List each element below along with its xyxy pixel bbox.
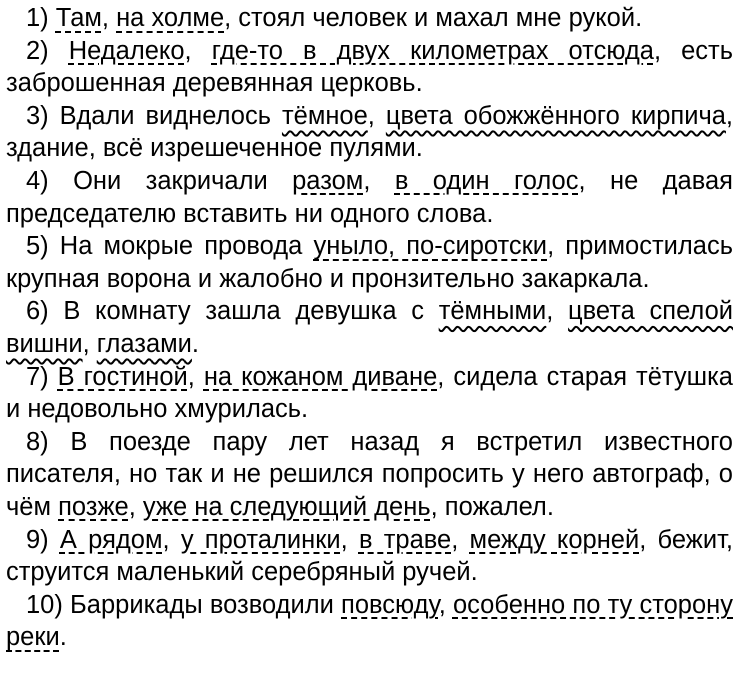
dashed-underline-segment: на кожаном диване <box>203 362 438 391</box>
sentence-1 <box>6 2 733 35</box>
text-segment: , пожалел. <box>430 492 554 521</box>
dashed-underline-segment: где-то в двух километрах отсюда <box>211 36 654 65</box>
text-segment: 5) На мокрые провода <box>26 232 314 261</box>
text-segment: 2) <box>26 36 69 65</box>
dashed-underline-segment: уже на следующий день <box>142 492 431 521</box>
dashed-underline-segment: уныло, по-сиротски <box>313 232 548 261</box>
dashed-underline-segment: Там <box>55 4 102 32</box>
text-segment: , <box>101 4 117 32</box>
dashed-underline-segment: Недалеко <box>68 36 185 65</box>
text-segment: 7) <box>26 362 58 391</box>
sentence-5 <box>6 230 733 295</box>
text-segment: , <box>363 166 395 195</box>
dashed-underline-segment: в один голос <box>394 166 579 195</box>
sentence-3 <box>6 100 733 165</box>
text-segment: , <box>340 525 359 554</box>
dashed-underline-segment: у проталинки <box>180 525 341 554</box>
wavy-underline-segment: глазами <box>96 329 192 358</box>
text-segment: 10) Баррикады возводили <box>26 590 342 619</box>
dashed-underline-segment: разом <box>292 166 364 195</box>
text-segment: , не давая председателю вставить ни одного слова. <box>6 166 733 228</box>
sentence-2 <box>6 35 733 100</box>
sentence-7 <box>6 361 733 426</box>
text-segment: 1) <box>26 4 56 32</box>
wavy-underline-segment: тёмное <box>281 101 368 130</box>
text-segment: , бежит, струится маленький серебряный ручей. <box>6 525 734 587</box>
text-segment: . <box>191 329 200 358</box>
text-segment: , стоял человек и махал мне рукой. <box>224 4 643 32</box>
sentence-9 <box>6 524 733 589</box>
text-segment: , <box>82 329 97 358</box>
text-segment: 3) Вдали виднелось <box>26 101 282 130</box>
text-segment: , <box>451 525 470 554</box>
text-segment: , <box>184 36 212 65</box>
text-segment: , сидела старая тётушка и недовольно хмурилась. <box>6 362 733 424</box>
text-segment: 4) Они закричали <box>26 166 293 195</box>
dashed-underline-segment: особенно по ту сторону реки <box>6 590 734 652</box>
text-segment: . <box>59 623 67 652</box>
text-segment: , здание, всё изрешеченное пулями. <box>6 101 734 163</box>
text-segment: , <box>367 101 386 130</box>
dashed-underline-segment: позже <box>58 492 129 521</box>
text-segment: 9) <box>26 525 60 554</box>
text-segment: 8) В поезде пару лет назад я встретил известного писателя, но так и не решился попросить у него автограф, о чём <box>6 427 733 521</box>
dashed-underline-segment: В гостиной <box>57 362 188 391</box>
dashed-underline-segment: повсюду <box>341 590 439 619</box>
dashed-underline-segment: на холме <box>116 4 225 32</box>
sentence-8 <box>6 426 733 524</box>
dashed-underline-segment: в траве <box>358 525 452 554</box>
text-segment: , примостилась крупная ворона и жалобно и пронзительно закаркала. <box>6 232 734 293</box>
text-segment: , <box>128 492 143 521</box>
sentence-6 <box>6 295 733 360</box>
text-segment: , <box>187 362 204 391</box>
text-segment: , есть заброшенная деревянная церковь. <box>6 36 733 98</box>
wavy-underline-segment: цвета спелой вишни <box>6 297 733 358</box>
text-segment: , <box>438 590 453 619</box>
text-segment: 6) В комнату зашла девушка с <box>26 297 439 326</box>
wavy-underline-segment: цвета обожжённого кирпича <box>385 101 726 130</box>
sentence-10 <box>6 589 733 654</box>
wavy-underline-segment: тёмными <box>438 297 547 326</box>
dashed-underline-segment: между корней <box>469 525 640 554</box>
text-segment: , <box>546 297 569 326</box>
text-segment: , <box>162 525 181 554</box>
dashed-underline-segment: А рядом <box>59 525 163 554</box>
sentence-4 <box>6 165 733 230</box>
